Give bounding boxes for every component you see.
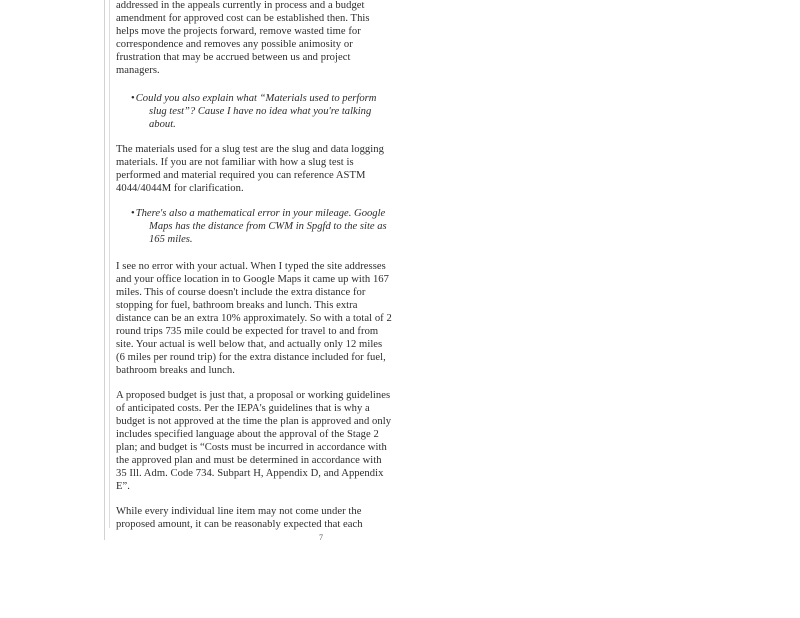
- quoted-question-mileage: [131, 208, 411, 247]
- text-line: distance can be an extra 10% approximately. So with a total of 2: [116, 312, 392, 324]
- paragraph-proposed-budget: [116, 390, 411, 494]
- text-line: E”.: [116, 480, 130, 492]
- text-line: miles. This of course doesn't include the extra distance for: [116, 286, 366, 298]
- text-line: correspondence and removes any possible animosity or: [116, 38, 353, 50]
- text-line: slug test”? Cause I have no idea what you're talking: [149, 105, 372, 117]
- text-line: A proposed budget is just that, a proposal or working guidelines: [116, 390, 391, 401]
- page-number: 7: [319, 533, 323, 542]
- text-line: frustration that may be accrued between us and project: [116, 51, 351, 63]
- text-line: 35 Ill. Adm. Code 734. Subpart H, Appendix D, and Appendix: [116, 467, 384, 479]
- text-line: stopping for fuel, bathroom breaks and lunch. This extra: [116, 299, 358, 311]
- quoted-question-slug-test: [131, 93, 411, 132]
- text-line: performed and material required you can reference ASTM: [116, 169, 366, 181]
- text-line: includes specified language about the approval of the Stage 2: [116, 428, 379, 440]
- bullet-marker: •: [131, 208, 135, 219]
- text-line: bathroom breaks and lunch.: [116, 364, 235, 376]
- paragraph-appeals: [116, 0, 411, 78]
- margin-rule-inner: [109, 0, 110, 528]
- paragraph-line-items: [116, 506, 411, 532]
- text-line: amendment for approved cost can be established then. This: [116, 12, 370, 24]
- text-line: round trips 735 mile could be expected for travel to and from: [116, 325, 379, 337]
- text-line: budget is not approved at the time the plan is approved and only: [116, 415, 392, 427]
- bullet-marker: •: [131, 93, 135, 104]
- text-line: managers.: [116, 64, 160, 76]
- text-line: [131, 93, 411, 106]
- paragraph-slug-test-materials: [116, 144, 411, 196]
- text-line: the approved plan and must be determined in accordance with: [116, 454, 382, 466]
- text-line: addressed in the appeals currently in process and a budget: [116, 0, 365, 11]
- text-line: proposed amount, it can be reasonably expected that each: [116, 518, 363, 530]
- text-line: [131, 208, 411, 221]
- text-line: (6 miles per round trip) for the extra distance included for fuel,: [116, 351, 386, 363]
- paragraph-mileage-response: [116, 261, 411, 378]
- text-line: While every individual line item may not come under the: [116, 506, 362, 517]
- text-line: 165 miles.: [149, 233, 193, 245]
- text-line: materials. If you are not familiar with how a slug test is: [116, 156, 354, 168]
- text-line: of anticipated costs. Per the IEPA's guidelines that is why a: [116, 402, 370, 414]
- bullet-text: Could you also explain what “Materials used to perform: [135, 93, 377, 104]
- text-line: Maps has the distance from CWM in Spgfd to the site as: [149, 220, 387, 232]
- text-line: about.: [149, 118, 176, 130]
- margin-rule: [104, 0, 105, 540]
- text-line: 4044/4044M for clarification.: [116, 182, 244, 194]
- text-line: plan; and budget is “Costs must be incurred in accordance with: [116, 441, 387, 453]
- bullet-text: There's also a mathematical error in your mileage. Google: [135, 208, 386, 219]
- text-line: site. Your actual is well below that, and actually only 12 miles: [116, 338, 383, 350]
- text-line: and your office location in to Google Maps it came up with 167: [116, 273, 389, 285]
- text-line: I see no error with your actual. When I typed the site addresses: [116, 261, 386, 272]
- text-line: helps move the projects forward, remove wasted time for: [116, 25, 361, 37]
- text-line: The materials used for a slug test are the slug and data logging: [116, 144, 384, 155]
